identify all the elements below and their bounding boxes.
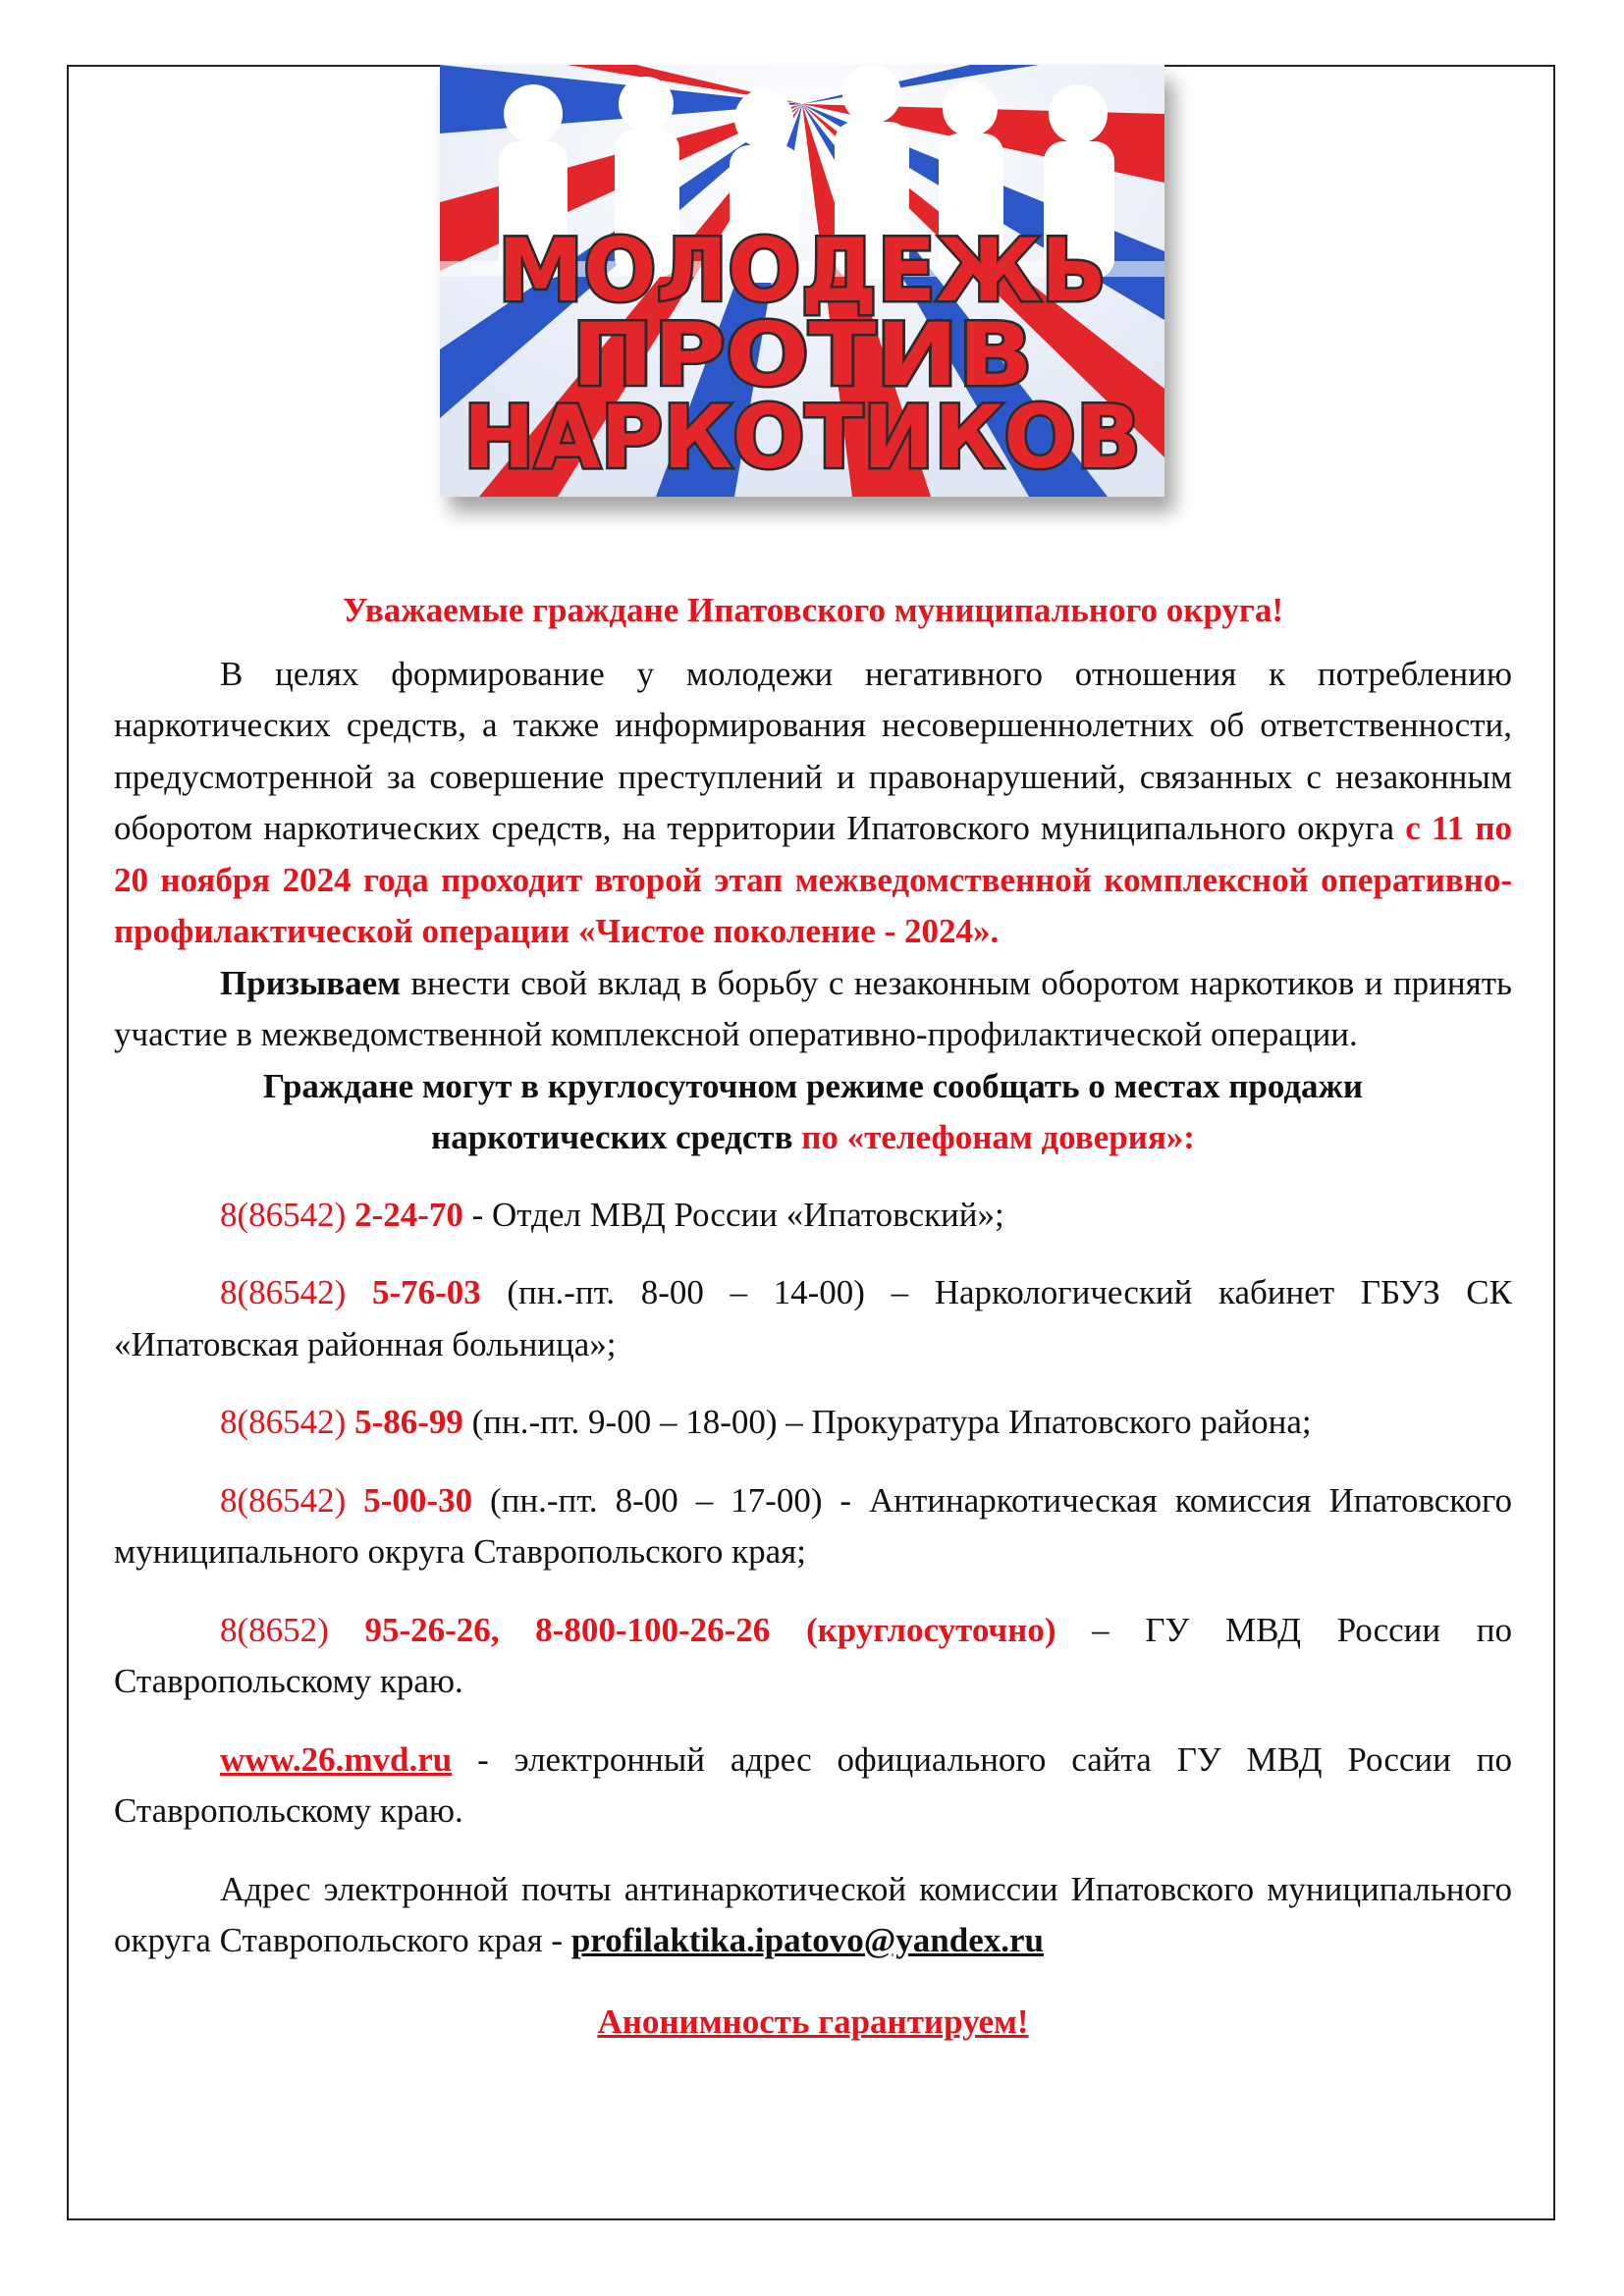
- phone-code: 8(86542): [220, 1195, 355, 1234]
- greeting-heading: Уважаемые граждане Ипатовского муниципального округа!: [343, 591, 1283, 629]
- poster-title-line2: ПРОТИВ: [571, 304, 1033, 405]
- phone-number: 2-24-70: [354, 1195, 463, 1234]
- email-link[interactable]: profilaktika.ipatovo@yandex.ru: [570, 1921, 1044, 1959]
- phone-entry: [114, 1267, 1512, 1370]
- helpline-heading: [114, 1061, 1512, 1164]
- phone-code: 8(86542): [220, 1273, 372, 1311]
- phone-code: 8(8652): [220, 1610, 365, 1649]
- operation-highlight: с 11 по 20 ноября 2024 года проходит второй этап межведомственной комплексной оперативно-профилактической операции «Чистое поколение - 2024».: [114, 809, 1512, 950]
- phone-description: – ГУ МВД России по Ставропольскому краю.: [114, 1610, 1513, 1700]
- intro-text: В целях формирование у молодежи негативного отношения к потреблению наркотических средств, а также информирования несовершеннолетних об ответственности, предусмотренной за совершение преступлений и правонарушений, связанных с незаконным оборотом наркотических средств, на территории Ипатовского муниципального округа: [114, 654, 1512, 847]
- phone-code: 8(86542): [220, 1403, 355, 1441]
- phone-description: (пн.-пт. 8-00 – 14-00) – Наркологический кабинет ГБУЗ СК «Ипатовская районная больница»;: [114, 1273, 1512, 1363]
- intro-paragraph: [114, 649, 1512, 958]
- email-text: Адрес электронной почты антинаркотической комиссии Ипатовского муниципального округа Ставропольского края -: [114, 1869, 1512, 1959]
- poster-title-line1: МОЛОДЕЖЬ: [498, 220, 1107, 321]
- helpline-heading-text: Граждане могут в круглосуточном режиме сообщать о местах продажи наркотических средств: [262, 1066, 1364, 1156]
- callout-text: внести свой вклад в борьбу с незаконным оборотом наркотиков и принять участие в межведомственной комплексной оперативно-профилактической операции.: [114, 963, 1512, 1053]
- website-description: - электронный адрес официального сайта ГУ МВД России по Ставропольскому краю.: [114, 1739, 1512, 1830]
- callout-paragraph: [114, 958, 1512, 1061]
- phone-entry: [114, 1475, 1512, 1578]
- phone-code: 8(86542): [220, 1480, 364, 1520]
- phone-entry: [114, 1190, 1512, 1242]
- poster-title-line3: НАРКОТИКОВ: [463, 387, 1141, 488]
- phone-number: 5-86-99: [354, 1403, 463, 1441]
- phone-entry: [114, 1605, 1512, 1708]
- phone-description: - Отдел МВД России «Ипатовский»;: [462, 1195, 1004, 1234]
- phone-description: (пн.-пт. 8-00 – 17-00) - Антинаркотическая комиссия Ипатовского муниципального округа Ставропольского края;: [114, 1480, 1513, 1571]
- document-body: [114, 585, 1512, 2048]
- phone-description: (пн.-пт. 9-00 – 18-00) – Прокуратура Ипатовского района;: [462, 1403, 1312, 1441]
- phone-number: 95-26-26, 8-800-100-26-26 (круглосуточно): [364, 1610, 1056, 1649]
- email-line: [114, 1864, 1512, 1967]
- website-link[interactable]: www.26.mvd.ru: [220, 1739, 453, 1779]
- phone-entry: [114, 1397, 1512, 1449]
- phone-number: 5-00-30: [363, 1480, 473, 1520]
- anonymity-notice: Анонимность гарантируем!: [597, 2002, 1029, 2041]
- phone-number: 5-76-03: [371, 1273, 481, 1311]
- callout-lead: Призываем: [220, 963, 402, 1002]
- website-line: [114, 1735, 1512, 1838]
- poster-image: [440, 65, 1164, 497]
- helpline-heading-red: по «телефонам доверия»:: [801, 1118, 1195, 1156]
